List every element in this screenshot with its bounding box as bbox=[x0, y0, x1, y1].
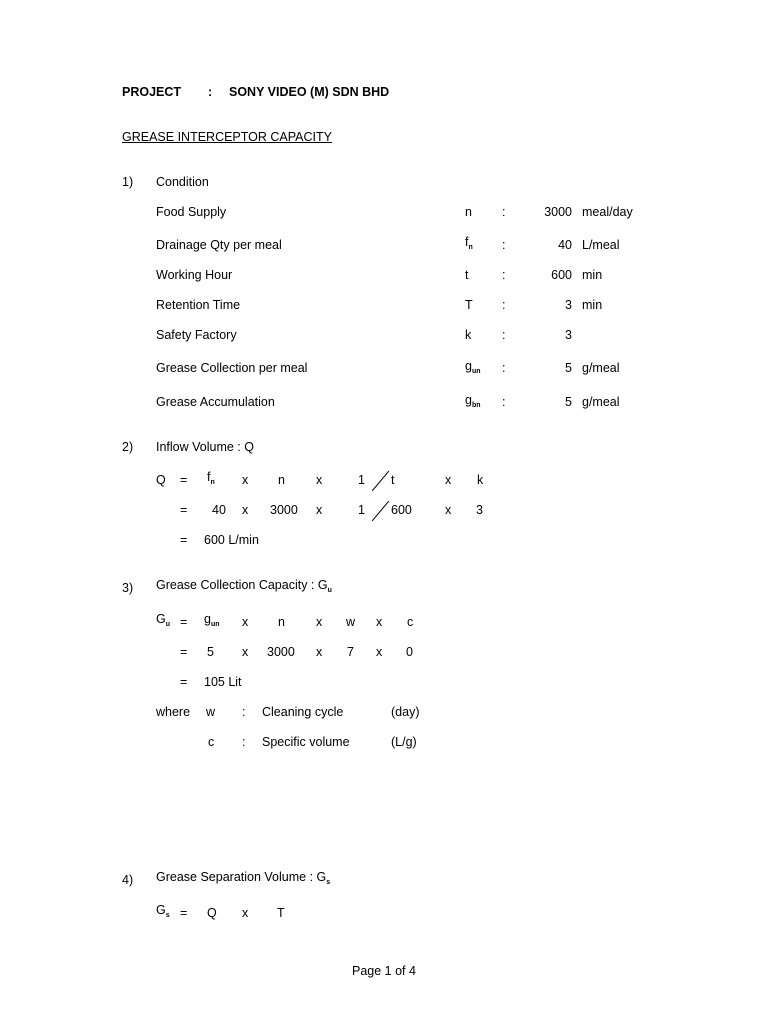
condition-colon: : bbox=[502, 238, 506, 252]
definition-symbol: c bbox=[208, 735, 215, 749]
equals-sign: = bbox=[180, 615, 188, 629]
condition-symbol: $g_{un}$ bbox=[465, 359, 481, 375]
formula-value: 3000 bbox=[267, 645, 295, 659]
formula-term: w bbox=[346, 615, 356, 629]
condition-value: 3000 bbox=[544, 205, 572, 219]
multiply-sign: x bbox=[445, 503, 452, 517]
where-label: where bbox=[156, 705, 191, 719]
definition-colon: : bbox=[242, 735, 246, 749]
definition-symbol: w bbox=[206, 705, 216, 719]
equals-sign: = bbox=[180, 645, 188, 659]
multiply-sign: x bbox=[376, 615, 383, 629]
formula-term: $f_n$ bbox=[207, 470, 215, 486]
condition-unit: g/meal bbox=[582, 361, 620, 375]
equals-sign: = bbox=[180, 503, 188, 517]
formula-lhs: $G_u$ bbox=[156, 612, 171, 628]
formula-value: 3000 bbox=[270, 503, 298, 517]
equals-sign: = bbox=[180, 473, 188, 487]
condition-symbol: k bbox=[465, 328, 472, 342]
formula-value: 3 bbox=[476, 503, 483, 517]
definition-label: Cleaning cycle bbox=[262, 705, 344, 719]
condition-symbol: T bbox=[465, 298, 473, 312]
condition-unit: min bbox=[582, 298, 603, 312]
section-3-number: 3) bbox=[122, 581, 134, 595]
condition-value: 5 bbox=[565, 395, 572, 409]
condition-label: Retention Time bbox=[156, 298, 241, 312]
multiply-sign: x bbox=[316, 645, 323, 659]
definition-unit: (day) bbox=[391, 705, 420, 719]
section-1-number: 1) bbox=[122, 175, 134, 189]
definition-label: Specific volume bbox=[262, 735, 350, 749]
division-slash bbox=[372, 471, 389, 492]
formula-term: 1 bbox=[358, 473, 365, 487]
section-4-number: 4) bbox=[122, 873, 134, 887]
formula-term: k bbox=[477, 473, 484, 487]
grease-collection-result: 105 Lit bbox=[204, 675, 242, 689]
multiply-sign: x bbox=[316, 615, 323, 629]
section-title: GREASE INTERCEPTOR CAPACITY bbox=[122, 130, 332, 144]
multiply-sign: x bbox=[242, 503, 249, 517]
formula-lhs: $G_s$ bbox=[156, 903, 170, 919]
formula-value: 5 bbox=[207, 645, 214, 659]
inflow-result: 600 L/min bbox=[204, 533, 259, 547]
definition-unit: (L/g) bbox=[391, 735, 417, 749]
formula-term: c bbox=[407, 615, 414, 629]
condition-value: 3 bbox=[565, 298, 572, 312]
page-number: Page 1 of 4 bbox=[352, 964, 416, 978]
condition-value: 5 bbox=[565, 361, 572, 375]
condition-value: 40 bbox=[558, 238, 572, 252]
multiply-sign: x bbox=[242, 645, 249, 659]
condition-label: Food Supply bbox=[156, 205, 227, 219]
condition-colon: : bbox=[502, 361, 506, 375]
equals-sign: = bbox=[180, 533, 188, 547]
condition-unit: meal/day bbox=[582, 205, 633, 219]
formula-lhs: Q bbox=[156, 473, 166, 487]
formula-term: Q bbox=[207, 906, 217, 920]
condition-unit: L/meal bbox=[582, 238, 620, 252]
equals-sign: = bbox=[180, 906, 188, 920]
multiply-sign: x bbox=[316, 503, 323, 517]
condition-symbol: t bbox=[465, 268, 469, 282]
condition-colon: : bbox=[502, 395, 506, 409]
project-colon: : bbox=[208, 85, 213, 99]
division-slash bbox=[372, 501, 389, 522]
condition-colon: : bbox=[502, 205, 506, 219]
formula-value: 0 bbox=[406, 645, 413, 659]
formula-term: t bbox=[391, 473, 395, 487]
multiply-sign: x bbox=[316, 473, 323, 487]
condition-symbol: $g_{bn}$ bbox=[465, 393, 481, 409]
condition-colon: : bbox=[502, 268, 506, 282]
section-3-title: Grease Collection Capacity : $G_u$ bbox=[156, 578, 332, 594]
section-1-title: Condition bbox=[156, 175, 209, 189]
section-2-title: Inflow Volume : Q bbox=[156, 440, 254, 454]
section-2-number: 2) bbox=[122, 440, 134, 454]
multiply-sign: x bbox=[445, 473, 452, 487]
multiply-sign: x bbox=[242, 615, 249, 629]
project-name: SONY VIDEO (M) SDN BHD bbox=[229, 85, 390, 99]
formula-value: 7 bbox=[347, 645, 354, 659]
condition-symbol: $f_n$ bbox=[465, 235, 473, 251]
formula-value: 1 bbox=[358, 503, 365, 517]
condition-unit: g/meal bbox=[582, 395, 620, 409]
condition-symbol: n bbox=[465, 205, 472, 219]
condition-label: Drainage Qty per meal bbox=[156, 238, 282, 252]
condition-colon: : bbox=[502, 328, 506, 342]
formula-value: 600 bbox=[391, 503, 412, 517]
formula-term: n bbox=[278, 473, 285, 487]
formula-term: $g_{un}$ bbox=[204, 612, 220, 628]
formula-term: T bbox=[277, 906, 285, 920]
multiply-sign: x bbox=[242, 473, 249, 487]
condition-unit: min bbox=[582, 268, 603, 282]
condition-value: 600 bbox=[551, 268, 572, 282]
equals-sign: = bbox=[180, 675, 188, 689]
condition-label: Safety Factory bbox=[156, 328, 237, 342]
project-label: PROJECT bbox=[122, 85, 182, 99]
multiply-sign: x bbox=[376, 645, 383, 659]
definition-colon: : bbox=[242, 705, 246, 719]
condition-label: Working Hour bbox=[156, 268, 233, 282]
section-4-title: Grease Separation Volume : $G_s$ bbox=[156, 870, 331, 886]
condition-colon: : bbox=[502, 298, 506, 312]
multiply-sign: x bbox=[242, 906, 249, 920]
condition-label: Grease Accumulation bbox=[156, 395, 275, 409]
formula-term: n bbox=[278, 615, 285, 629]
formula-value: 40 bbox=[212, 503, 226, 517]
condition-value: 3 bbox=[565, 328, 572, 342]
condition-label: Grease Collection per meal bbox=[156, 361, 308, 375]
